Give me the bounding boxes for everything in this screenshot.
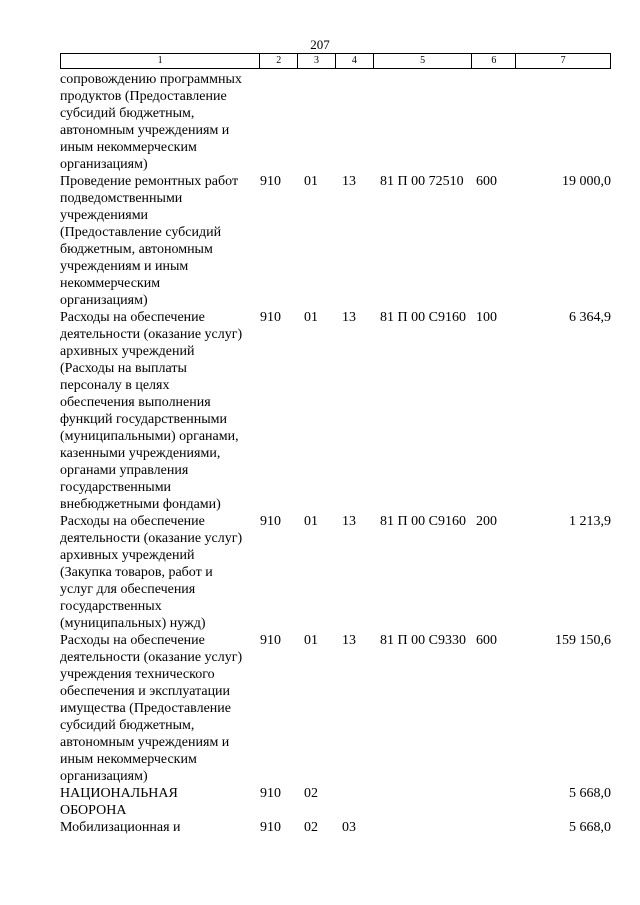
table-row bbox=[60, 819, 611, 836]
row-code-3: 02 bbox=[304, 820, 318, 835]
row-code-3: 02 bbox=[304, 786, 318, 801]
row-code-5: 81 П 00 С9330 bbox=[380, 633, 466, 648]
row-code-2: 910 bbox=[260, 633, 281, 648]
row-code-5 bbox=[376, 785, 476, 819]
row-code-5: 81 П 00 С9160 bbox=[380, 514, 466, 529]
table-body bbox=[60, 71, 611, 836]
table-row bbox=[60, 513, 611, 632]
row-code-4: 03 bbox=[342, 820, 356, 835]
row-code-5 bbox=[376, 819, 476, 836]
row-name: НАЦИОНАЛЬНАЯ ОБОРОНА bbox=[60, 786, 178, 818]
row-name: Расходы на обеспечение деятельности (оказание услуг) учреждения технического обеспечения и эксплуатации имущества (Предоставление субсидий бюджетным, автономным учреждениям и иным некоммерческим организациям) bbox=[60, 633, 243, 784]
row-code-6: 600 bbox=[476, 174, 497, 189]
row-amount: 6 364,9 bbox=[569, 310, 611, 325]
row-code-3: 01 bbox=[304, 310, 318, 325]
row-code-6: 600 bbox=[476, 633, 497, 648]
row-code-2: 910 bbox=[260, 514, 281, 529]
table-row bbox=[60, 309, 611, 513]
row-name: Проведение ремонтных работ подведомственными учреждениями (Предоставление субсидий бюджетным, автономным учреждениям и иным некоммерческим организациям) bbox=[60, 174, 239, 308]
row-code-4: 13 bbox=[342, 310, 356, 325]
row-amount: 159 150,6 bbox=[555, 633, 611, 648]
header-col-1: 1 bbox=[61, 54, 260, 68]
row-code-5: 81 П 00 72510 bbox=[380, 174, 464, 189]
row-code-5: 81 П 00 С9160 bbox=[380, 310, 466, 325]
row-code-2 bbox=[260, 71, 300, 173]
header-col-5: 5 bbox=[374, 54, 473, 68]
row-code-2: 910 bbox=[260, 310, 281, 325]
row-code-4: 13 bbox=[342, 174, 356, 189]
row-code-4: 13 bbox=[342, 633, 356, 648]
row-code-2: 910 bbox=[260, 174, 281, 189]
table-header bbox=[60, 53, 611, 69]
row-code-5 bbox=[376, 71, 476, 173]
row-code-6 bbox=[476, 785, 514, 819]
page-number: 207 bbox=[310, 37, 330, 52]
row-code-6 bbox=[476, 819, 514, 836]
table-row bbox=[60, 632, 611, 785]
row-code-3: 01 bbox=[304, 174, 318, 189]
row-name: сопровождению программных продуктов (Предоставление субсидий бюджетным, автономным учреждениям и иным некоммерческим организациям) bbox=[60, 72, 242, 172]
row-code-4 bbox=[338, 785, 376, 819]
row-code-4 bbox=[338, 71, 376, 173]
row-name: Расходы на обеспечение деятельности (оказание услуг) архивных учреждений (Закупка товаров, работ и услуг для обеспечения государственных (муниципальных) нужд) bbox=[60, 514, 243, 631]
row-code-3: 01 bbox=[304, 514, 318, 529]
row-amount: 19 000,0 bbox=[562, 174, 611, 189]
row-name: Мобилизационная и bbox=[60, 820, 181, 835]
row-code-6 bbox=[476, 71, 514, 173]
row-name: Расходы на обеспечение деятельности (оказание услуг) архивных учреждений (Расходы на выплаты персоналу в целях обеспечения выполнения функций государственными (муниципальными) органами, казенными учреждениями, органами управления государственными внебюджетными фондами) bbox=[60, 310, 243, 512]
header-col-2: 2 bbox=[260, 54, 298, 68]
row-amount: 5 668,0 bbox=[569, 786, 611, 801]
table-row bbox=[60, 785, 611, 819]
row-amount: 1 213,9 bbox=[569, 514, 611, 529]
header-col-3: 3 bbox=[298, 54, 336, 68]
row-code-6: 200 bbox=[476, 514, 497, 529]
row-code-2: 910 bbox=[260, 786, 281, 801]
row-code-4: 13 bbox=[342, 514, 356, 529]
table-row bbox=[60, 173, 611, 309]
row-code-6: 100 bbox=[476, 310, 497, 325]
table-row bbox=[60, 71, 611, 173]
header-col-7: 7 bbox=[560, 55, 566, 66]
row-amount: 5 668,0 bbox=[569, 820, 611, 835]
row-code-3 bbox=[300, 71, 338, 173]
row-amount bbox=[514, 71, 611, 173]
header-col-4: 4 bbox=[336, 54, 374, 68]
header-col-6: 6 bbox=[472, 54, 516, 68]
row-code-2: 910 bbox=[260, 820, 281, 835]
row-code-3: 01 bbox=[304, 633, 318, 648]
